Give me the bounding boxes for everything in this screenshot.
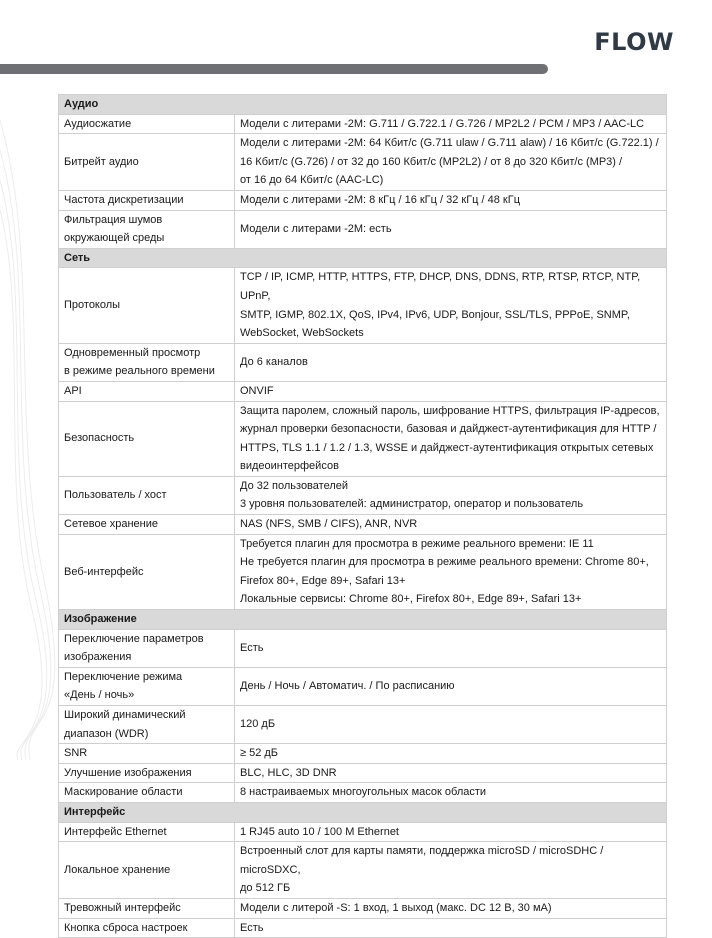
- spec-row: [59, 667, 667, 705]
- section-title: Изображение: [59, 610, 667, 630]
- section-header: [59, 610, 667, 630]
- spec-label: Сетевое хранение: [59, 515, 235, 535]
- spec-label: Широкий динамический диапазон (WDR): [59, 706, 235, 744]
- spec-row: [59, 268, 667, 343]
- spec-value: До 6 каналов: [235, 343, 667, 381]
- spec-value: BLC, HLC, 3D DNR: [235, 763, 667, 783]
- spec-value: TCP / IP, ICMP, HTTP, HTTPS, FTP, DHCP, DNS, DDNS, RTP, RTSP, RTCP, NTP, UPnP, SMTP, IGMP, 802.1X, QoS, IPv4, IPv6, UDP, Bonjour, SSL/TLS, PPPoE, SNMP, WebSocket, WebSockets: [235, 268, 667, 343]
- spec-row: [59, 783, 667, 803]
- spec-label: Веб-интерфейс: [59, 534, 235, 609]
- spec-label: Кнопка сброса настроек: [59, 918, 235, 938]
- spec-label: SNR: [59, 744, 235, 764]
- section-title: Интерфейс: [59, 802, 667, 822]
- spec-value: 8 настраиваемых многоугольных масок области: [235, 783, 667, 803]
- spec-row: [59, 706, 667, 744]
- spec-value: Защита паролем, сложный пароль, шифрование HTTPS, фильтрация IP-адресов, журнал проверки безопасности, базовая и дайджест-аутентификация для HTTP / HTTPS, TLS 1.1 / 1.2 / 1.3, WSSE и дайджест-аутентификация открытых сетевых видеоинтерфейсов: [235, 401, 667, 476]
- spec-row: [59, 822, 667, 842]
- spec-row: [59, 763, 667, 783]
- spec-value: Есть: [235, 918, 667, 938]
- spec-value: Модели с литерой -S: 1 вход, 1 выход (макс. DC 12 В, 30 мА): [235, 898, 667, 918]
- spec-row: [59, 476, 667, 514]
- spec-row: [59, 343, 667, 381]
- spec-row: [59, 190, 667, 210]
- spec-label: Протоколы: [59, 268, 235, 343]
- spec-label: Фильтрация шумов окружающей среды: [59, 210, 235, 248]
- section-header: [59, 248, 667, 268]
- spec-value: ONVIF: [235, 381, 667, 401]
- spec-value: ≥ 52 дБ: [235, 744, 667, 764]
- spec-label: Переключение режима «День / ночь»: [59, 667, 235, 705]
- section-title: Аудио: [59, 95, 667, 115]
- brand-logo: FLOW: [594, 28, 674, 56]
- spec-value: Требуется плагин для просмотра в режиме реального времени: IE 11 Не требуется плагин для просмотра в режиме реального времени: Chrome 80+, Firefox 80+, Edge 89+, Safari 13+ Локальные сервисы: Chrome 80+, Firefox 80+, Edge 89+, Safari 13+: [235, 534, 667, 609]
- spec-row: [59, 114, 667, 134]
- spec-value: NAS (NFS, SMB / CIFS), ANR, NVR: [235, 515, 667, 535]
- spec-value: Модели с литерами -2M: есть: [235, 210, 667, 248]
- spec-label: Маскирование области: [59, 783, 235, 803]
- spec-value: До 32 пользователей 3 уровня пользователей: администратор, оператор и пользователь: [235, 476, 667, 514]
- spec-label: Переключение параметров изображения: [59, 629, 235, 667]
- spec-row: [59, 134, 667, 191]
- spec-row: [59, 210, 667, 248]
- spec-label: Частота дискретизации: [59, 190, 235, 210]
- spec-label: Безопасность: [59, 401, 235, 476]
- spec-label: Локальное хранение: [59, 842, 235, 899]
- section-header: [59, 95, 667, 115]
- spec-label: Интерфейс Ethernet: [59, 822, 235, 842]
- spec-label: Улучшение изображения: [59, 763, 235, 783]
- section-title: Сеть: [59, 248, 667, 268]
- spec-label: Битрейт аудио: [59, 134, 235, 191]
- header-bar: [0, 64, 548, 74]
- spec-value: 1 RJ45 auto 10 / 100 M Ethernet: [235, 822, 667, 842]
- spec-label: Пользователь / хост: [59, 476, 235, 514]
- spec-label: Одновременный просмотр в режиме реального времени: [59, 343, 235, 381]
- spec-row: [59, 744, 667, 764]
- spec-row: [59, 401, 667, 476]
- decorative-wave-lines: [0, 60, 60, 760]
- spec-value: Модели с литерами -2M: 8 кГц / 16 кГц / 32 кГц / 48 кГц: [235, 190, 667, 210]
- spec-label: Тревожный интерфейс: [59, 898, 235, 918]
- spec-label: API: [59, 381, 235, 401]
- spec-label: Аудиосжатие: [59, 114, 235, 134]
- spec-row: [59, 629, 667, 667]
- spec-row: [59, 534, 667, 609]
- spec-row: [59, 898, 667, 918]
- spec-row: [59, 515, 667, 535]
- section-header: [59, 802, 667, 822]
- spec-value: Встроенный слот для карты памяти, поддержка microSD / microSDHC / microSDXC, до 512 ГБ: [235, 842, 667, 899]
- spec-value: День / Ночь / Автоматич. / По расписанию: [235, 667, 667, 705]
- spec-value: Модели с литерами -2M: 64 Кбит/с (G.711 ulaw / G.711 alaw) / 16 Кбит/с (G.722.1) / 16 Кбит/с (G.726) / от 32 до 160 Кбит/с (MP2L2) / от 8 до 320 Кбит/с (MP3) / от 16 до 64 Кбит/с (AAC-LC): [235, 134, 667, 191]
- spec-row: [59, 918, 667, 938]
- spec-value: 120 дБ: [235, 706, 667, 744]
- spec-value: Модели с литерами -2M: G.711 / G.722.1 / G.726 / MP2L2 / PCM / MP3 / AAC-LC: [235, 114, 667, 134]
- spec-row: [59, 381, 667, 401]
- spec-row: [59, 842, 667, 899]
- spec-table: [58, 94, 667, 938]
- spec-value: Есть: [235, 629, 667, 667]
